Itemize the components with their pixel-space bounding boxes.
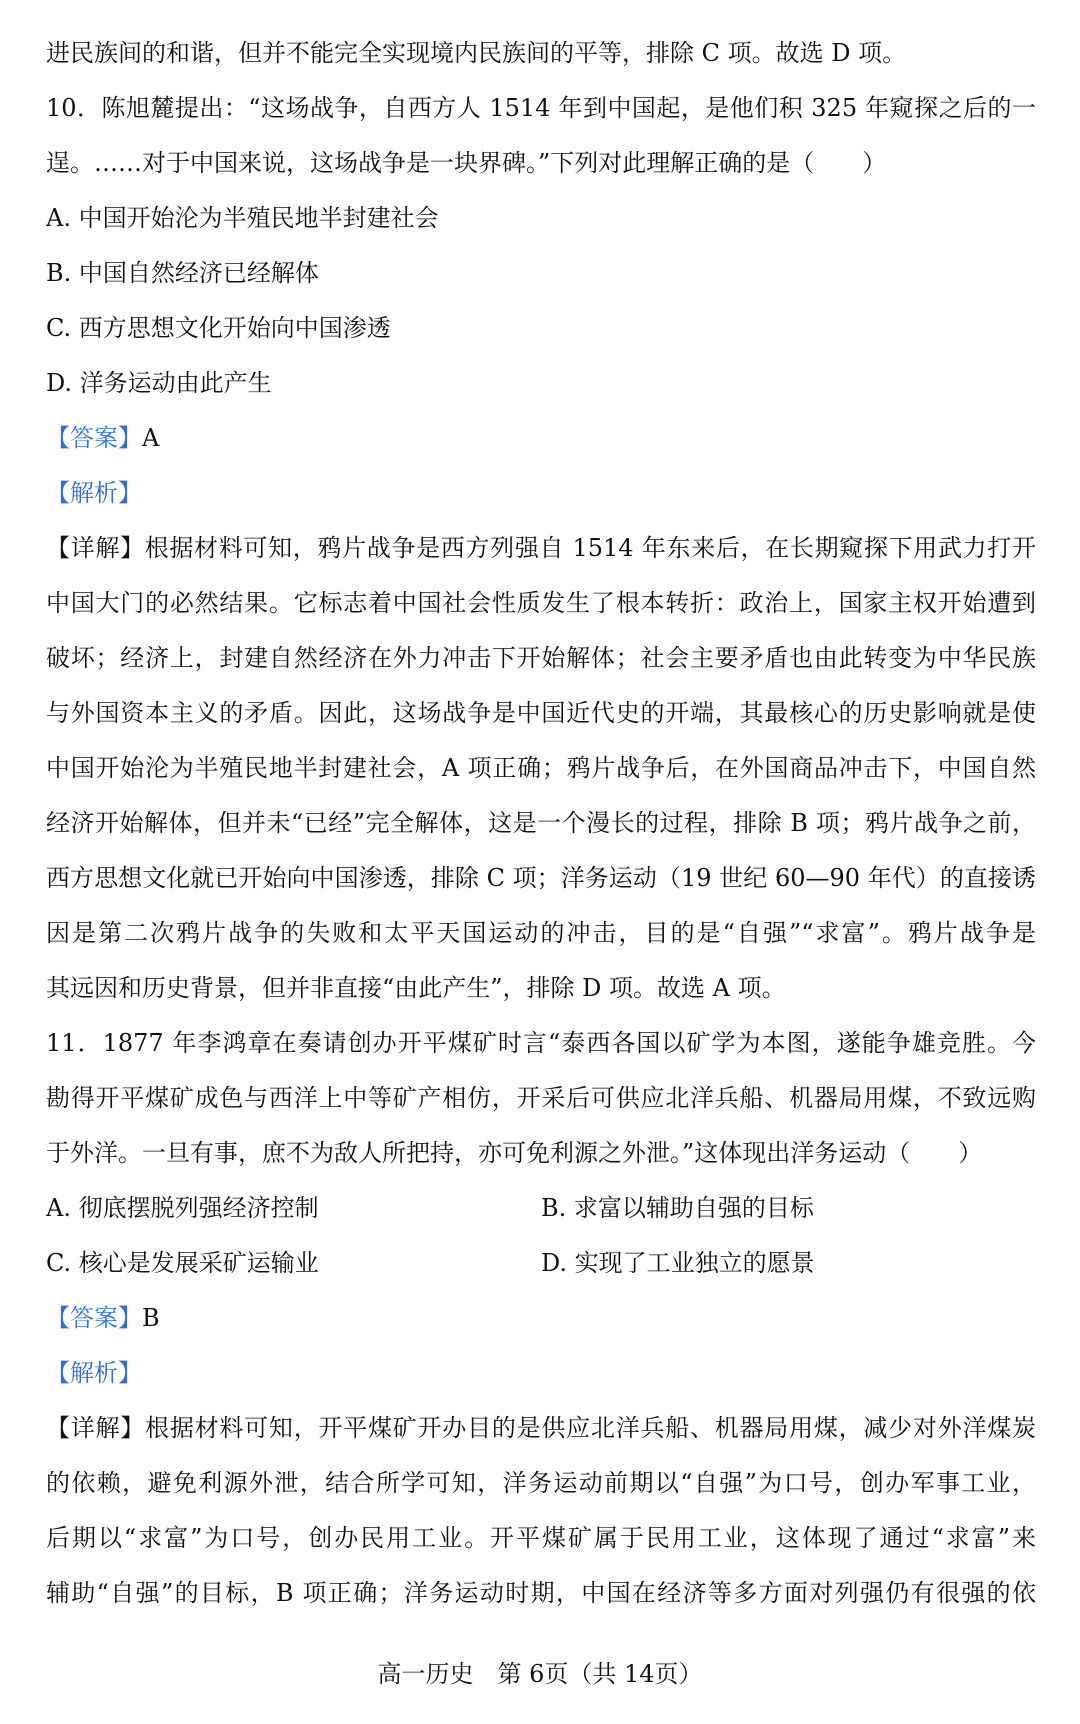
text-line: 的依赖，避免利源外泄，结合所学可知，洋务运动前期以“自强”为口号，创办军事工业， <box>46 1469 1036 1497</box>
options-row <box>46 1181 1036 1236</box>
answer-option: C. 核心是发展采矿运输业 <box>46 1249 319 1277</box>
answer-option: A. 彻底摆脱列强经济控制 <box>46 1194 319 1222</box>
text-line: 逞。……对于中国来说，这场战争是一块界碑。”下列对此理解正确的是（ ） <box>46 149 887 177</box>
answer-value: A <box>142 424 160 452</box>
text-line: 与外国资本主义的矛盾。因此，这场战争是中国近代史的开端，其最核心的历史影响就是使 <box>46 699 1036 727</box>
answer-option: D. 实现了工业独立的愿景 <box>541 1249 815 1277</box>
answer-line <box>46 466 1036 521</box>
text-line: 【详解】根据材料可知，开平煤矿开办目的是供应北洋兵船、机器局用煤，减少对外洋煤炭 <box>46 1414 1036 1442</box>
section-tag: 【解析】 <box>46 1359 142 1387</box>
text-line: 经济开始解体，但并未“已经”完全解体，这是一个漫长的过程，排除 B 项；鸦片战争之前， <box>46 809 1036 837</box>
answer-value: B <box>142 1304 160 1332</box>
text-line: 进民族间的和谐，但并不能完全实现境内民族间的平等，排除 C 项。故选 D 项。 <box>46 39 907 67</box>
section-tag: 【解析】 <box>46 479 142 507</box>
text-line: 西方思想文化就已开始向中国渗透，排除 C 项；洋务运动（19 世纪 60—90 年代）的直接诱 <box>46 864 1036 892</box>
options-row <box>46 1236 1036 1291</box>
answer-line <box>46 1346 1036 1401</box>
answer-line <box>46 411 1036 466</box>
text-line: C. 西方思想文化开始向中国渗透 <box>46 314 391 342</box>
text-line: 其远因和历史背景，但并非直接“由此产生”，排除 D 项。故选 A 项。 <box>46 974 786 1002</box>
text-line: 于外洋。一旦有事，庶不为敌人所把持，亦可免利源之外泄。”这体现出洋务运动（ ） <box>46 1139 983 1167</box>
text-line: 破坏；经济上，封建自然经济在外力冲击下开始解体；社会主要矛盾也由此转变为中华民族 <box>46 644 1036 672</box>
text-line: A. 中国开始沦为半殖民地半封建社会 <box>46 204 439 232</box>
section-tag: 【答案】 <box>46 424 142 452</box>
text-line: 因是第二次鸦片战争的失败和太平天国运动的冲击，目的是“自强”“求富”。鸦片战争是 <box>46 919 1036 947</box>
document-body <box>46 26 1036 1621</box>
text-line: 11．1877 年李鸿章在奏请创办开平煤矿时言“泰西各国以矿学为本图，遂能争雄竞胜。今 <box>46 1029 1036 1057</box>
text-line: 10．陈旭麓提出：“这场战争，自西方人 1514 年到中国起，是他们积 325 年窥探之后的一 <box>46 94 1036 122</box>
text-line: 辅助“自强”的目标，B 项正确；洋务运动时期，中国在经济等多方面对列强仍有很强的依 <box>46 1579 1036 1607</box>
page-footer: 高一历史 第 6页（共 14页） <box>377 1660 703 1688</box>
text-line: 勘得开平煤矿成色与西洋上中等矿产相仿，开采后可供应北洋兵船、机器局用煤，不致远购 <box>46 1084 1036 1112</box>
answer-option: B. 求富以辅助自强的目标 <box>541 1194 814 1222</box>
section-tag: 【答案】 <box>46 1304 142 1332</box>
text-line: 【详解】根据材料可知，鸦片战争是西方列强自 1514 年东来后，在长期窥探下用武力打开 <box>46 534 1036 562</box>
text-line: D. 洋务运动由此产生 <box>46 369 272 397</box>
text-line: 中国大门的必然结果。它标志着中国社会性质发生了根本转折：政治上，国家主权开始遭到 <box>46 589 1036 617</box>
text-line: 后期以“求富”为口号，创办民用工业。开平煤矿属于民用工业，这体现了通过“求富”来 <box>46 1524 1036 1552</box>
text-line: 中国开始沦为半殖民地半封建社会，A 项正确；鸦片战争后，在外国商品冲击下，中国自然 <box>46 754 1036 782</box>
answer-line <box>46 1291 1036 1346</box>
text-line: B. 中国自然经济已经解体 <box>46 259 319 287</box>
